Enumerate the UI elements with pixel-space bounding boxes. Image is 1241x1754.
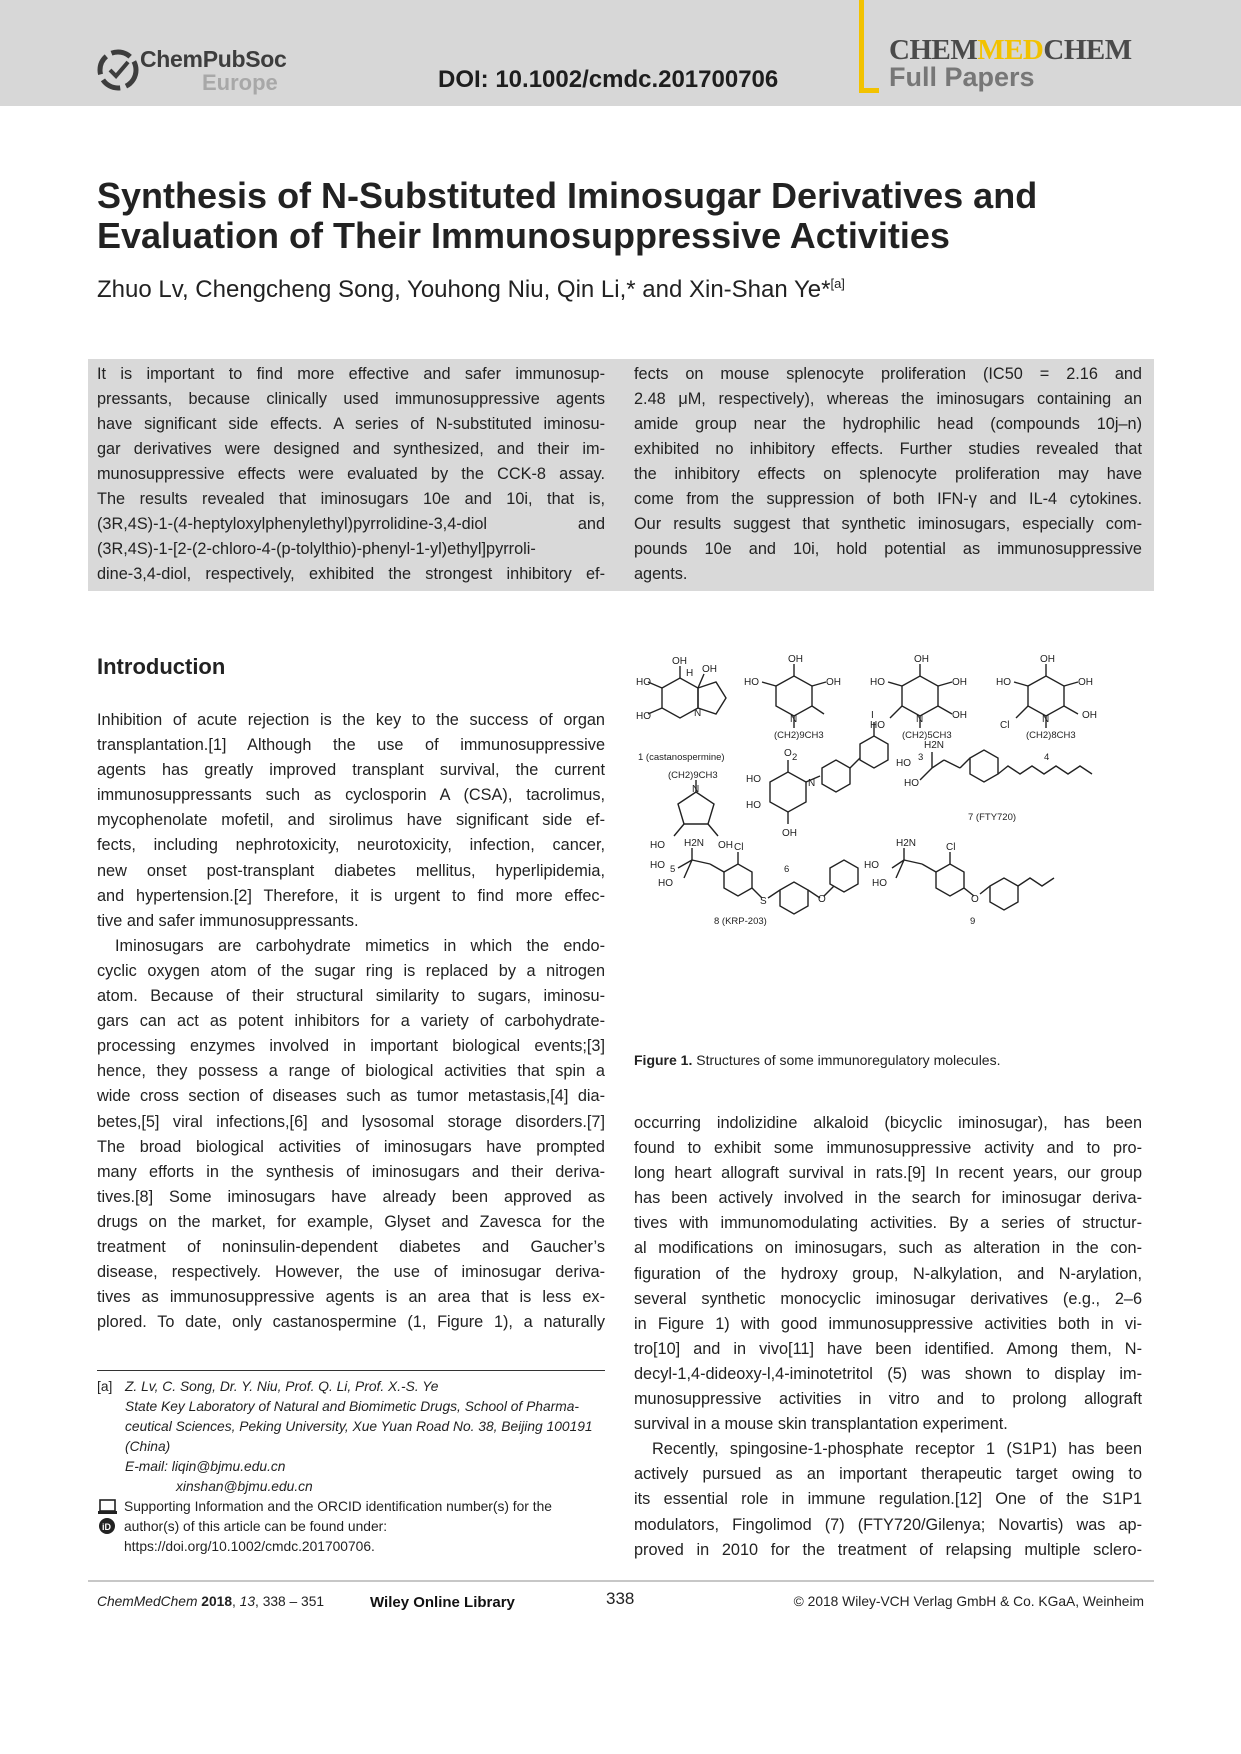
- compound-label: 8 (KRP-203): [714, 916, 767, 927]
- atom-label: Cl: [946, 842, 956, 853]
- doi[interactable]: DOI: 10.1002/cmdc.201700706: [438, 66, 779, 93]
- compound-7-octyl-chain: [998, 766, 1092, 774]
- atom-label: I: [871, 710, 874, 721]
- atom-label: OH: [788, 654, 803, 665]
- atom-label: OH: [1078, 677, 1093, 688]
- body-line: mycophenolate mofetil, and sirolimus have significant side ef-: [97, 811, 605, 830]
- atom-label: HO: [744, 677, 759, 688]
- body-line: proved in 2010 for the treatment of relapsing multiple sclero-: [634, 1540, 1142, 1559]
- body-line: its essential role in immune regulation.[12] One of the S1P1: [634, 1490, 1142, 1509]
- abstract-line: have significant side effects. A series of N-substituted iminosu-: [97, 415, 605, 433]
- footer-copyright: © 2018 Wiley-VCH Verlag GmbH & Co. KGaA, Weinheim: [793, 1594, 1144, 1609]
- abstract-line: come from the suppression of both IFN-γ and IL-4 cytokines.: [634, 490, 1142, 508]
- body-line: and hypertension.[2] Therefore, it is urgent to find more effec-: [97, 886, 605, 905]
- atom-label: OH: [952, 710, 967, 721]
- body-line: Inhibition of acute rejection is the key to the success of organ: [97, 711, 605, 729]
- body-line: immunosuppressants such as cyclosporin A (CSA), tacrolimus,: [97, 786, 605, 805]
- body-line: tives as immunosuppressive agents is an area that is less ex-: [97, 1288, 605, 1307]
- body-line: cyclic oxygen atom of the sugar ring is replaced by a nitrogen: [97, 961, 605, 980]
- body-line: survival in a mouse skin transplantation experiment.: [634, 1415, 1008, 1434]
- abstract-line: gar derivatives were designed and synthesized, and their im-: [97, 440, 605, 458]
- compound-6-iodophenyl: [860, 736, 888, 768]
- abstract-left-column: [97, 362, 605, 587]
- atom-label: (CH2)9CH3: [668, 770, 718, 781]
- atom-label: O: [971, 894, 979, 905]
- body-line: hence, they possess a range of biological activities that spin a: [97, 1062, 605, 1081]
- compound-8-benzyl: [830, 860, 858, 892]
- body-line: actively pursued as an important therapeutic target owing to: [634, 1465, 1142, 1484]
- abstract-line: amide group near the hydrophilic head (compounds 10j–n): [634, 415, 1142, 433]
- compound-8-chlorophenyl: [724, 864, 752, 896]
- page-number: 338: [606, 1589, 635, 1608]
- body-line: munosuppressive activities in vitro and to prolong allograft: [634, 1390, 1142, 1409]
- abstract-line: the inhibitory effects on splenocyte proliferation may have: [634, 465, 1142, 483]
- footer-library[interactable]: Wiley Online Library: [370, 1594, 515, 1611]
- footnote-line: ceutical Sciences, Peking University, Xue Yuan Road No. 38, Beijing 100191: [125, 1419, 593, 1434]
- atom-label: (CH2)5CH3: [902, 730, 952, 741]
- footer-rule: [88, 1580, 1154, 1582]
- atom-label: S: [760, 896, 767, 907]
- abstract-line: pounds 10e and 10i, hold potential as immunosuppressive: [634, 540, 1142, 558]
- author-list: Zhuo Lv, Chengcheng Song, Youhong Niu, Qin Li,* and Xin-Shan Ye*[a]: [97, 276, 845, 303]
- svg-text:iD: iD: [102, 1522, 111, 1532]
- compound-label: 1 (castanospermine): [638, 752, 725, 763]
- body-line: found to exhibit some immunosuppressive activity and to pro-: [634, 1139, 1142, 1158]
- compound-label: 3: [918, 752, 924, 763]
- body-line: several synthetic monocyclic iminosugar derivatives (e.g., 2–6: [634, 1289, 1142, 1308]
- body-line: long heart allograft survival in rats.[9] In recent years, our group: [634, 1164, 1142, 1183]
- body-line: new onset post-transplant diabetes mellitus, hyperlipidemia,: [97, 861, 605, 880]
- body-line: in Figure 1) with good immunosuppressive activities both in vi-: [634, 1314, 1142, 1333]
- atom-label: OH: [718, 840, 733, 851]
- publisher-name: ChemPubSoc: [140, 46, 287, 72]
- footnote-rule: [97, 1370, 605, 1371]
- figure-1-structures: [634, 652, 1142, 1012]
- atom-label: N: [694, 708, 702, 719]
- body-line: treatment of noninsulin-dependent diabetes and Gaucher’s: [97, 1237, 605, 1256]
- footnote-label: [a]: [97, 1379, 113, 1394]
- abstract-line: (3R,4S)-1-[2-(2-chloro-4-(p-tolylthio)-phenyl-1-yl)ethyl]pyrroli-: [97, 540, 536, 558]
- compound-label: 7 (FTY720): [968, 812, 1017, 823]
- footnote-email: E-mail: liqin@bjmu.edu.cn: [125, 1459, 286, 1474]
- atom-label: Cl: [1000, 720, 1010, 731]
- body-line: agents has greatly improved transplant survival, the current: [97, 761, 605, 780]
- compound-2-ring: [776, 676, 812, 716]
- compound-label: 2: [792, 752, 798, 763]
- journal-rule: [859, 0, 864, 92]
- figure-1-caption: Figure 1. Structures of some immunoregulatory molecules.: [634, 1052, 1001, 1068]
- body-line: decyl-1,4-dideoxy-l,4-iminotetritol (5) was shown to display im-: [634, 1364, 1142, 1383]
- body-line: wide cross section of diseases such as tumor metastasis,[4] dia-: [97, 1087, 605, 1106]
- publisher-subtitle: Europe: [202, 70, 278, 95]
- affiliation-marker: [a]: [830, 276, 845, 291]
- body-line: atom. Because of their structural similarity to sugars, iminosu-: [97, 987, 605, 1006]
- body-line: drugs on the market, for example, Glyset and Zavesca for the: [97, 1212, 605, 1231]
- atom-label: OH: [782, 828, 797, 839]
- compound-label: 6: [784, 864, 790, 875]
- atom-label: OH: [1082, 710, 1097, 721]
- atom-label: OH: [914, 654, 929, 665]
- atom-label: H2N: [896, 838, 917, 849]
- atom-label: N: [808, 778, 816, 789]
- atom-label: HO: [650, 860, 665, 871]
- body-line: Recently, spingosine-1-phosphate receptor 1 (S1P1) has been: [652, 1440, 1142, 1459]
- abstract-line: pressants, because clinically used immunosuppressive agents: [97, 390, 605, 408]
- atom-label: (CH2)9CH3: [774, 730, 824, 741]
- body-line: al modifications on iminosugars, such as alteration in the con-: [634, 1239, 1142, 1258]
- atom-label: HO: [896, 758, 911, 769]
- body-line: Iminosugars are carbohydrate mimetics in which the endo-: [115, 936, 605, 955]
- compound-8-phenyl: [780, 882, 808, 914]
- body-line: tive and safer immunosuppressants.: [97, 911, 359, 930]
- compound-3-ring: [902, 676, 938, 716]
- compound-4-ring: [1028, 676, 1064, 716]
- compound-6-phenyl: [822, 760, 850, 792]
- compound-label: 4: [1044, 752, 1050, 763]
- footnote-line: Z. Lv, C. Song, Dr. Y. Niu, Prof. Q. Li, Prof. X.-S. Ye: [125, 1379, 439, 1394]
- body-line: processing enzymes involved in important biological events;[3]: [97, 1037, 605, 1056]
- footnote-line: (China): [125, 1439, 171, 1454]
- article-title: Synthesis of N-Substituted Iminosugar Derivatives and Evaluation of Their Immunosuppressive Activities: [97, 175, 1038, 256]
- atom-label: HO: [904, 778, 919, 789]
- body-right-column: [634, 1111, 1142, 1563]
- body-line: tives with immunomodulating activities. By a series of structur-: [634, 1214, 1142, 1233]
- compound-9-chlorophenyl: [936, 864, 964, 896]
- body-line: fects, including nephrotoxicity, neurotoxicity, infection, cancer,: [97, 836, 605, 855]
- atom-label: OH: [702, 664, 717, 675]
- article-type: Full Papers: [889, 62, 1035, 92]
- atom-label: H2N: [684, 838, 705, 849]
- compound-label: 5: [670, 864, 676, 875]
- atom-label: HO: [636, 677, 651, 688]
- atom-label: HO: [870, 677, 885, 688]
- body-line: occurring indolizidine alkaloid (bicyclic iminosugar), has been: [634, 1114, 1142, 1132]
- abstract-line: Our results suggest that synthetic iminosugars, especially com-: [634, 515, 1142, 533]
- body-line: The broad biological activities of iminosugars have prompted: [97, 1137, 605, 1156]
- compound-label: 9: [970, 916, 976, 927]
- orcid-icon: [99, 1518, 115, 1534]
- compound-6-ring: [770, 772, 806, 812]
- journal-logo: CHEMMEDCHEM: [889, 34, 1132, 66]
- body-line: modulators, Fingolimod (7) (FTY720/Gilenya; Novartis) was ap-: [634, 1515, 1142, 1534]
- body-left-column: [97, 708, 605, 1335]
- atom-label: O: [818, 894, 826, 905]
- abstract-line: munosuppressive effects were evaluated by the CCK-8 assay.: [97, 465, 605, 483]
- supporting-info-link[interactable]: https://doi.org/10.1002/cmdc.201700706.: [124, 1539, 375, 1554]
- body-line: disease, respectively. However, the use of iminosugar deriva-: [97, 1263, 605, 1282]
- abstract-right-column: [634, 362, 1142, 587]
- body-line: plored. To date, only castanospermine (1, Figure 1), a naturally: [97, 1313, 605, 1332]
- supporting-info-text: Supporting Information and the ORCID identification number(s) for the author(s) of this article can be found under: https://doi.org/10.1002/cmdc.201700706.: [124, 1497, 604, 1557]
- atom-label: H2N: [924, 740, 945, 751]
- atom-label: HO: [996, 677, 1011, 688]
- atom-label: OH: [1040, 654, 1055, 665]
- atom-label: HO: [746, 800, 761, 811]
- atom-label: OH: [672, 656, 687, 667]
- body-line: betes,[5] viral infections,[6] and lysosomal storage disorders.[7]: [97, 1112, 605, 1131]
- supporting-info-icons: [97, 1498, 119, 1542]
- atom-label: N: [916, 714, 924, 725]
- compound-9-phenyl: [990, 878, 1018, 910]
- abstract-line: fects on mouse splenocyte proliferation (IC50 = 2.16 and: [634, 365, 1142, 383]
- atom-label: HO: [746, 774, 761, 785]
- abstract-line: exhibited no inhibitory effects. Further studies revealed that: [634, 440, 1142, 458]
- body-line: has been actively involved in the search for iminosugar deriva-: [634, 1189, 1142, 1208]
- chempubsoc-logo-icon: [96, 46, 142, 92]
- body-line: transplantation.[1] Although the use of immunosuppressive: [97, 736, 605, 755]
- atom-label: Cl: [734, 842, 744, 853]
- journal-rule-foot: [859, 88, 879, 93]
- section-heading-introduction: Introduction: [97, 654, 226, 679]
- monitor-icon: [98, 1500, 117, 1514]
- atom-label: N: [692, 784, 700, 795]
- abstract-line: agents.: [634, 565, 688, 583]
- abstract-line: 2.48 μM, respectively), whereas the iminosugars containing an: [634, 390, 1142, 408]
- atom-label: HO: [636, 711, 651, 722]
- atom-label: HO: [864, 860, 879, 871]
- atom-label: O: [784, 748, 792, 759]
- atom-label: OH: [952, 677, 967, 688]
- atom-label: N: [790, 714, 798, 725]
- footer-citation: ChemMedChem 2018, 13, 338 – 351: [97, 1594, 325, 1609]
- body-line: many efforts in the synthesis of iminosugars and their deriva-: [97, 1162, 605, 1181]
- atom-label: HO: [650, 840, 665, 851]
- atom-label: (CH2)8CH3: [1026, 730, 1076, 741]
- body-line: tives.[8] Some iminosugars have already been approved as: [97, 1187, 605, 1206]
- castanospermine-ring6: [662, 678, 698, 718]
- abstract-line: The results revealed that iminosugars 10e and 10i, that is,: [97, 490, 605, 508]
- atom-label: HO: [658, 878, 673, 889]
- footnote-line: State Key Laboratory of Natural and Biomimetic Drugs, School of Pharma-: [125, 1399, 579, 1414]
- castanospermine-ring5: [698, 682, 726, 714]
- atom-label: N: [1042, 714, 1050, 725]
- atom-label: HO: [872, 878, 887, 889]
- compound-9-butyl-chain: [1018, 878, 1054, 886]
- atom-label: H: [686, 668, 694, 679]
- compound-7-phenyl: [970, 750, 998, 782]
- body-line: figuration of the hydroxy group, N-alkylation, and N-arylation,: [634, 1264, 1142, 1283]
- body-line: gars can act as potent inhibitors for a variety of carbohydrate-: [97, 1012, 605, 1031]
- atom-label: HO: [870, 720, 885, 731]
- abstract-line: dine-3,4-diol, respectively, exhibited the strongest inhibitory ef-: [97, 565, 605, 583]
- abstract-line: (3R,4S)-1-(4-heptyloxylphenylethyl)pyrrolidine-3,4-diol and: [97, 515, 605, 533]
- footnote-email: xinshan@bjmu.edu.cn: [176, 1479, 313, 1494]
- compound-5-ring: [678, 792, 714, 824]
- body-line: tro[10] and in vivo[11] have been identified. Among them, N-: [634, 1339, 1142, 1358]
- abstract-line: It is important to find more effective and safer immunosup-: [97, 365, 605, 383]
- atom-label: OH: [826, 677, 841, 688]
